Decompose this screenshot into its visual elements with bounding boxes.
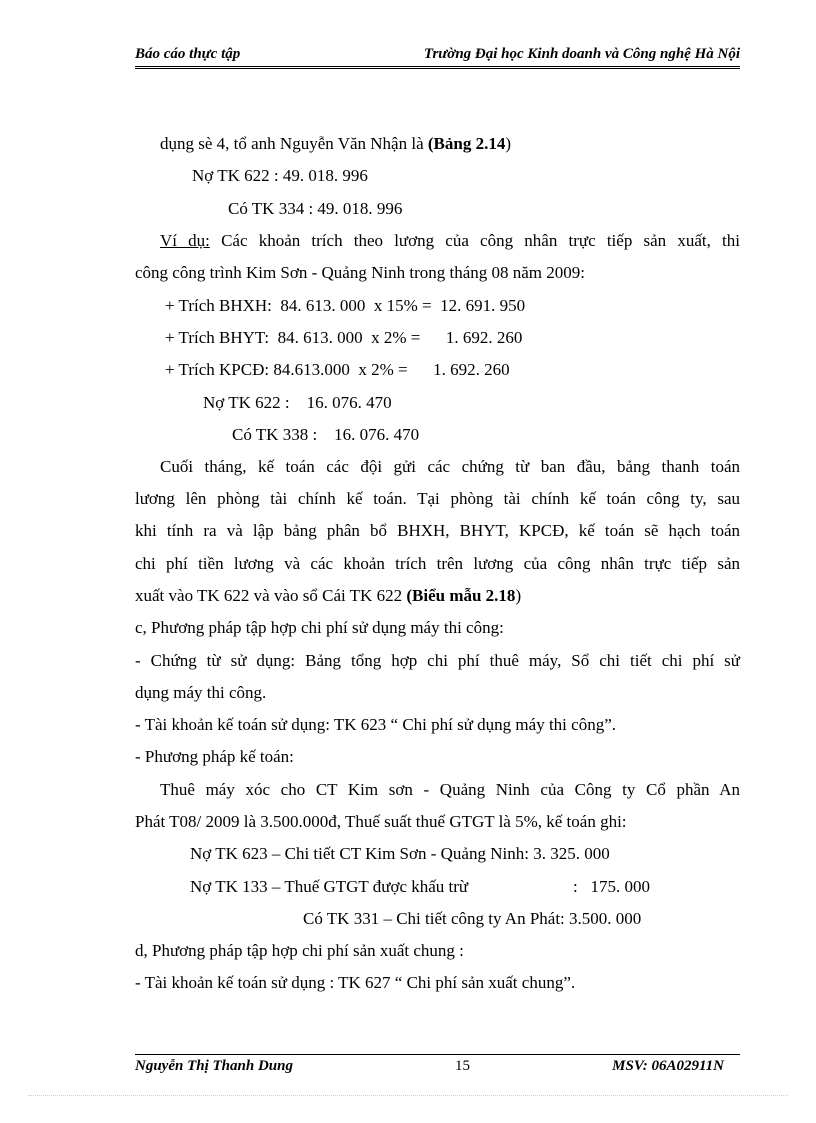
paragraph-line xyxy=(160,230,740,252)
paragraph-line: Cuối tháng, kế toán các đội gửi các chứng từ ban đầu, bảng thanh toán xyxy=(160,457,740,476)
paragraph-line: chi phí tiền lương và các khoản trích trên lương của công nhân trực tiếp sản xyxy=(135,554,740,573)
example-label: Ví dụ: xyxy=(160,231,210,250)
paragraph-line: - Phương pháp kế toán: xyxy=(135,747,294,766)
paragraph-line: Phát T08/ 2009 là 3.500.000đ, Thuế suất thuế GTGT là 5%, kế toán ghi: xyxy=(135,812,627,831)
footer-rule xyxy=(135,1054,740,1055)
page-number: 15 xyxy=(455,1058,470,1074)
text-run: ) xyxy=(505,134,511,153)
text-run: xuất vào TK 622 và vào sổ Cái TK 622 xyxy=(135,586,407,605)
entry-debit: Nợ TK 622 : 16. 076. 470 xyxy=(203,393,392,412)
paragraph-line: khi tính ra và lập bảng phân bổ BHXH, BHYT, KPCĐ, kế toán sẽ hạch toán xyxy=(135,521,740,540)
entry-debit: Nợ TK 622 : 49. 018. 996 xyxy=(192,166,368,185)
paragraph-line xyxy=(160,133,740,155)
footer-author: Nguyễn Thị Thanh Dung xyxy=(135,1058,293,1074)
entry-credit: Có TK 334 : 49. 018. 996 xyxy=(228,199,403,218)
table-reference: (Bảng 2.14 xyxy=(427,134,506,153)
entry-debit: Nợ TK 623 – Chi tiết CT Kim Sơn - Quảng Ninh: 3. 325. 000 xyxy=(190,844,610,863)
paragraph-line: Thuê máy xóc cho CT Kim sơn - Quảng Ninh của Công ty Cổ phần An xyxy=(160,780,740,799)
calc-bhyt: + Trích BHYT: 84. 613. 000 x 2% = 1. 692. 260 xyxy=(165,328,523,347)
paragraph-line: - Tài khoản kế toán sử dụng : TK 627 “ Chi phí sản xuất chung”. xyxy=(135,973,576,992)
calc-bhxh: + Trích BHXH: 84. 613. 000 x 15% = 12. 691. 950 xyxy=(165,296,526,315)
paragraph-line: dụng máy thi công. xyxy=(135,683,267,702)
paragraph-line: công công trình Kim Sơn - Quảng Ninh trong tháng 08 năm 2009: xyxy=(135,263,585,282)
section-heading-d: d, Phương pháp tập hợp chi phí sản xuất chung : xyxy=(135,941,464,960)
header-report-title: Báo cáo thực tập xyxy=(135,46,241,62)
footer-student-id: MSV: 06A02911N xyxy=(612,1058,724,1074)
paragraph-line: lương lên phòng tài chính kế toán. Tại phòng tài chính kế toán công ty, sau xyxy=(135,489,740,508)
calc-kpcd: + Trích KPCĐ: 84.613.000 x 2% = 1. 692. 260 xyxy=(165,360,510,379)
text-run: Nợ TK 133 – Thuế GTGT được khấu trừ xyxy=(190,877,469,896)
page-header xyxy=(135,44,740,66)
page-footer xyxy=(135,1058,740,1080)
section-heading-c: c, Phương pháp tập hợp chi phí sử dụng máy thi công: xyxy=(135,618,504,637)
entry-credit: Có TK 338 : 16. 076. 470 xyxy=(232,425,420,444)
paragraph-line: - Tài khoản kế toán sử dụng: TK 623 “ Chi phí sử dụng máy thi công”. xyxy=(135,715,616,734)
entry-debit xyxy=(190,876,710,898)
entry-credit: Có TK 331 – Chi tiết công ty An Phát: 3.500. 000 xyxy=(303,909,642,928)
page-edge xyxy=(28,1095,788,1096)
text-run: dụng sè 4, tổ anh Nguyễn Văn Nhận là xyxy=(160,134,428,153)
text-run: ) xyxy=(515,586,522,605)
form-reference: (Biểu mẫu 2.18 xyxy=(406,586,516,605)
text-run: Các khoản trích theo lương của công nhân trực tiếp sản xuất, thi xyxy=(209,231,740,250)
header-rule xyxy=(135,66,740,67)
paragraph-line: - Chứng từ sử dụng: Bảng tổng hợp chi phí thuê máy, Sổ chi tiết chi phí sử xyxy=(135,651,740,670)
header-university: Trường Đại học Kinh doanh và Công nghệ Hà Nội xyxy=(423,46,740,62)
amount: : 175. 000 xyxy=(573,877,650,896)
header-rule-2 xyxy=(135,68,740,69)
paragraph-line xyxy=(135,585,740,607)
